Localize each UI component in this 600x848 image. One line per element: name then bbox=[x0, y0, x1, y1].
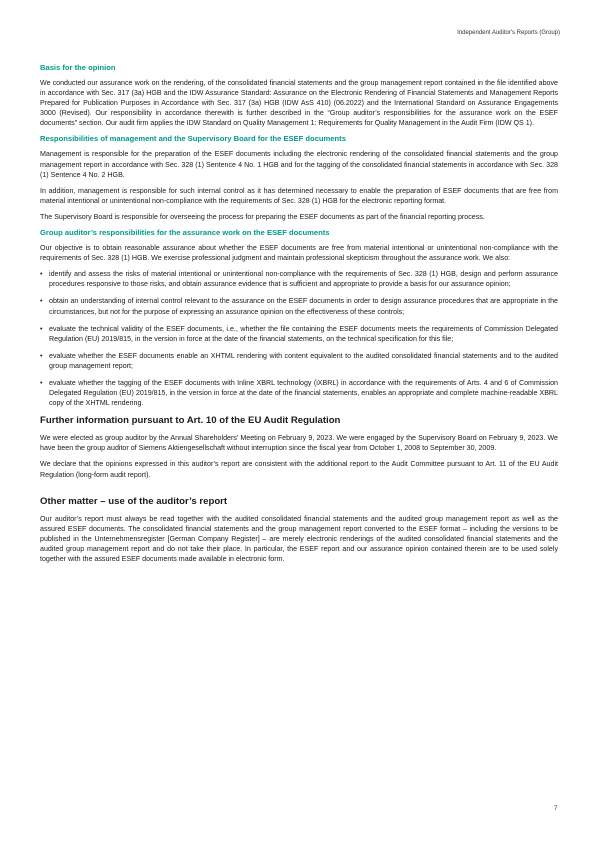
paragraph: We were elected as group auditor by the Annual Shareholders’ Meeting on February 9, 2023. We were engaged by the Supervisory Board on February 9, 2023. We have been the group auditor of Siemens Aktiengesellschaft without interruption since the fiscal year from October 1, 2008 to September 30, 2009. bbox=[40, 434, 558, 453]
heading-responsibilities-management: Responsibilities of management and the Supervisory Board for the ESEF documents bbox=[40, 134, 346, 144]
list-item bbox=[40, 324, 558, 344]
bullet-icon: • bbox=[40, 270, 43, 279]
bullet-list bbox=[40, 269, 558, 408]
paragraph: Our auditor’s report must always be read together with the audited consolidated financial statements and the audited group management report as well as the assured ESEF documents. The consolidated financial statements and the group management report converted to the ESEF format – including the versions to be published in the Unternehmensregister [German Company Register] – are merely electronic renderings of the audited consolidated financial statements and the audited group management report and do not take their place. In particular, the ESEF report and our assurance opinion contained therein are to be used solely together with the assured ESEF documents made available in electronic form. bbox=[40, 514, 558, 563]
bullet-icon: • bbox=[40, 378, 43, 387]
bullet-icon: • bbox=[40, 324, 43, 333]
paragraph: We declare that the opinions expressed in this auditor’s report are consistent with the additional report to the Audit Committee pursuant to Art. 11 of the EU Audit Regulation (long-form audit report). bbox=[40, 460, 558, 479]
list-item bbox=[40, 269, 558, 289]
list-item-text: obtain an understanding of internal control relevant to the assurance on the ESEF documents in order to design assurance procedures that are appropriate in the circumstances, but not for the purpose of expressing an assurance opinion on the effectiveness of these controls; bbox=[49, 297, 558, 316]
document-body bbox=[40, 63, 558, 570]
bullet-icon: • bbox=[40, 297, 43, 306]
list-item-text: identify and assess the risks of material intentional or unintentional non-compliance with the requirements of Sec. 328 (1) HGB, design and perform assurance procedures responsive to those risks, and obtain assurance evidence that is sufficient and appropriate to provide a basis for our assurance opinion; bbox=[49, 270, 558, 289]
heading-basis-for-opinion: Basis for the opinion bbox=[40, 63, 116, 72]
paragraph: The Supervisory Board is responsible for overseeing the process for preparing the ESEF documents as part of the financial reporting process. bbox=[40, 212, 485, 221]
list-item-text: evaluate whether the ESEF documents enable an XHTML rendering with content equivalent to the audited consolidated financial statements and to the audited group management report; bbox=[49, 351, 558, 370]
list-item-text: evaluate whether the tagging of the ESEF documents with Inline XBRL technology (iXBRL) in accordance with the requirements of Arts. 4 and 6 of Commission Delegated Regulation (EU) 2019/815, in the version in force at the date of the financial statements, enables an appropriate and complete machine-readable XBRL copy of the XHTML rendering. bbox=[49, 378, 558, 408]
running-header: Independent Auditor's Reports (Group) bbox=[457, 30, 560, 36]
heading-group-auditor-responsibilities: Group auditor’s responsibilities for the assurance work on the ESEF documents bbox=[40, 228, 330, 238]
paragraph: Our objective is to obtain reasonable assurance about whether the ESEF documents are free from material intentional or unintentional non-compliance with the requirements of Sec. 328 (1) HGB. We exercise professional judgment and maintain professional skepticism throughout the assurance work. We also: bbox=[40, 244, 558, 263]
paragraph: In addition, management is responsible for such internal control as it has determined necessary to enable the preparation of ESEF documents that are free from material intentional or unintentional non-compliance with the requirements of Sec. 328 (1) HGB for the electronic reporting format. bbox=[40, 186, 558, 205]
list-item bbox=[40, 296, 558, 316]
list-item-text: evaluate the technical validity of the ESEF documents, i.e., whether the file containing the ESEF documents meets the requirements of Commission Delegated Regulation (EU) 2019/815, in the version in force at the date of the financial statements, on the technical specification for this file; bbox=[49, 324, 558, 343]
list-item bbox=[40, 351, 558, 371]
heading-further-information: Further information pursuant to Art. 10 of the EU Audit Regulation bbox=[40, 415, 341, 427]
page-number: 7 bbox=[554, 806, 558, 812]
heading-other-matter: Other matter – use of the auditor’s report bbox=[40, 495, 228, 507]
paragraph: We conducted our assurance work on the rendering, of the consolidated financial statements and the group management report contained in the file identified above in accordance with Sec. 317 (3a) HGB and the IDW Assurance Standard: Assurance on the Electronic Rendering of Financial Statements and Management Reports Prepared for Publication Purposes in Accordance with Sec. 317 (3a) HGB (IDW AsS 410) (06.2022) and the International Standard on Assurance Engagements 3000 (Revised). Our responsibility in accordance therewith is further described in the “Group auditor’s responsibilities for the assurance work on the ESEF documents” section. Our audit firm applies the IDW Standard on Quality Management 1: Requirements for Quality Management in the Audit Firm (IDW QS 1). bbox=[40, 79, 558, 128]
bullet-icon: • bbox=[40, 351, 43, 360]
list-item bbox=[40, 378, 558, 408]
paragraph: Management is responsible for the preparation of the ESEF documents including the electronic rendering of the consolidated financial statements and the group management report in accordance with Sec. 328 (1) Sentence 4 No. 1 HGB and for the tagging of the consolidated financial statements in accordance with Sec. 328 (1) Sentence 4 No. 2 HGB. bbox=[40, 150, 558, 179]
